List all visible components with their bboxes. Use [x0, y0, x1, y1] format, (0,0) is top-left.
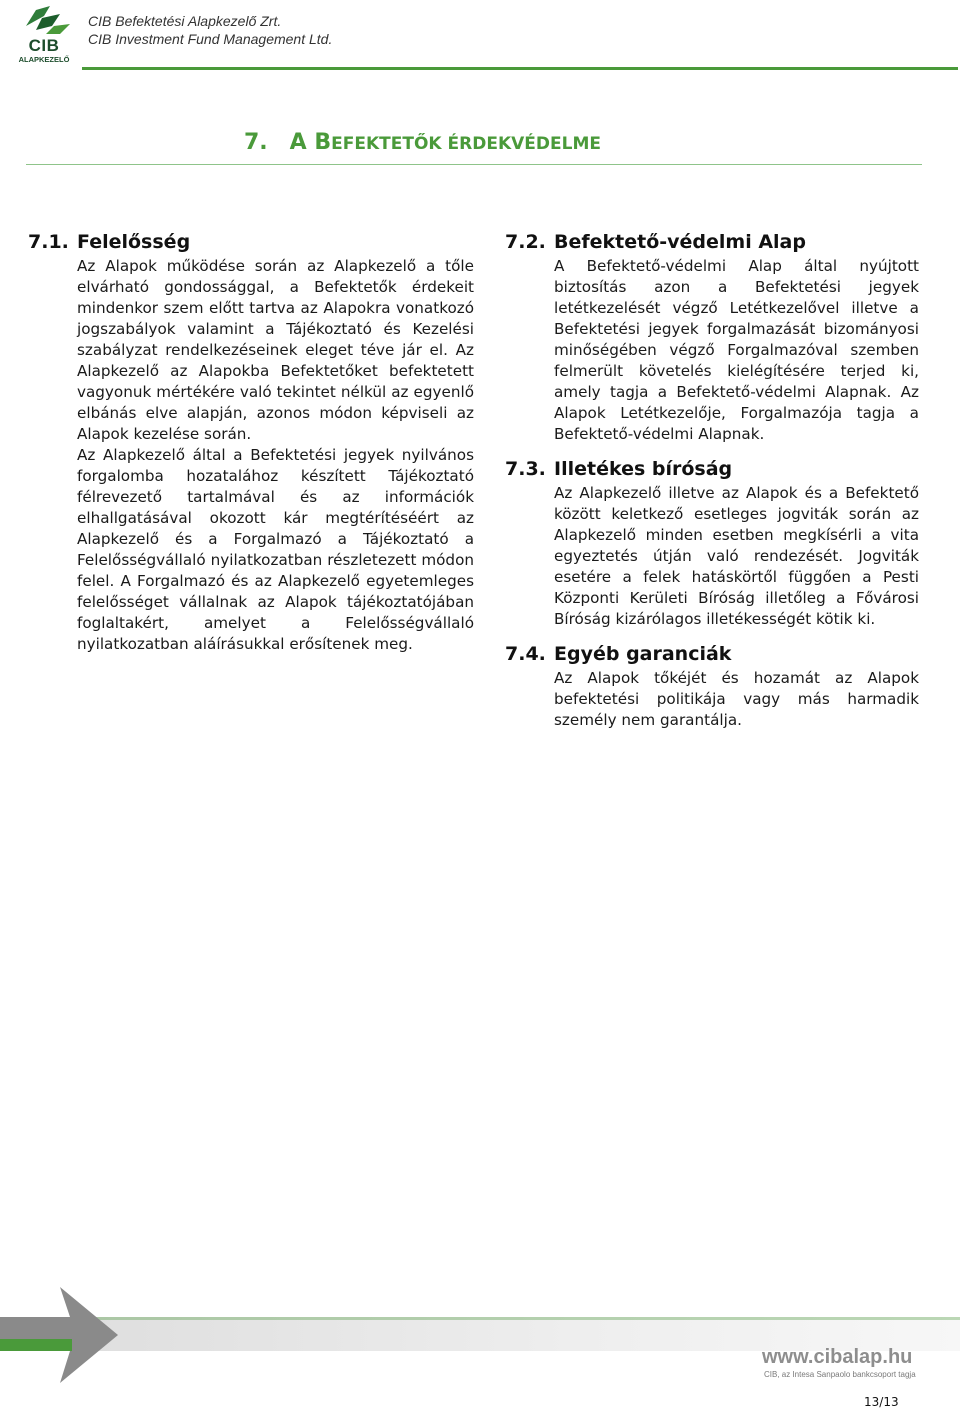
section-number: 7.4. [505, 643, 546, 665]
section-title: Felelősség [77, 231, 191, 253]
section-title: Befektető-védelmi Alap [554, 231, 806, 253]
footer-tagline: CIB, az Intesa Sanpaolo bankcsoport tagja [764, 1370, 916, 1379]
left-column [28, 228, 474, 655]
section-heading-7-3 [505, 455, 919, 483]
right-column [505, 228, 919, 731]
paragraph: A Befektető-védelmi Alap által nyújtott biztosítás azon a Befektetési jegyek letétkezelését végző Letétkezelővel illetve a Befektetési jegyek forgalmazását bizományosi minőségében végző Forgalmazóval szemben felmerült követelés kielégítésére terjed ki, amely tagja a Befektető-védelmi Alapnak. Az Alapok Letétkezelője, Forgalmazója tagja a Befektető-védelmi Alapnak. [554, 257, 919, 443]
company-name-hu: CIB Befektetési Alapkezelő Zrt. [88, 13, 282, 29]
section-number: 7.2. [505, 231, 546, 253]
section-number: 7.3. [505, 458, 546, 480]
chapter-number: 7. [244, 130, 268, 155]
footer-arrow-band-icon [0, 1287, 960, 1397]
section-heading-7-2 [505, 228, 919, 256]
footer-website: www.cibalap.hu [762, 1346, 913, 1368]
section-number: 7.1. [28, 231, 69, 253]
chapter-title-part: A [289, 130, 315, 155]
section-spacer [505, 445, 919, 455]
header-divider [82, 67, 958, 70]
section-heading-7-4 [505, 640, 919, 668]
paragraph: Az Alapkezelő illetve az Alapok és a Befektető között keletkező esetleges jogviták során az Alapkezelő minden esetben megkísérli a vita egyeztetés útján való rendezését. Jogviták esetére a felek hatáskörtől függően a Pesti Központi Kerületi Bíróság illetőleg a Fővárosi Bíróság kizárólagos illetékességét kötik ki. [554, 484, 919, 628]
chapter-title-part: B [314, 130, 332, 155]
page-number: 13/13 [864, 1395, 899, 1409]
chapter-title [244, 130, 601, 155]
logo-wordmark: CIB [28, 36, 60, 55]
section-title: Illetékes bíróság [554, 458, 733, 480]
chapter-divider [26, 164, 922, 165]
page-header [0, 0, 960, 72]
chapter-title-part: ÉRDEKVÉDELME [447, 134, 601, 154]
section-title: Egyéb garanciák [554, 643, 732, 665]
section-spacer [505, 630, 919, 640]
logo-subtitle: ALAPKEZELŐ [18, 55, 70, 64]
paragraph: Az Alapkezelő által a Befektetési jegyek nyilvános forgalomba hozatalához készített Tájékoztató félrevezető tartalmával és az információk elhallgatásával okozott kár megtérítéséért az Alapkezelő és a Forgalmazó a Tájékoztató a Felelősségvállaló nyilatkozatban részletezett módon felel. A Forgalmazó és az Alapkezelő egyetemleges felelősséget vállalnak az Alapok tájékoztatójában foglaltakért, amelyet a Felelősségvállaló nyilatkozatban aláírásukkal erősítenek meg. [77, 446, 474, 653]
section-heading-7-1 [28, 228, 474, 256]
paragraph: Az Alapok működése során az Alapkezelő a tőle elvárható gondossággal, a Befektetők érdekeit mindenkor szem előtt tartva az Alapokra vonatkozó jogszabályok valamint a Tájékoztató és Kezelési szabályzat rendelkezéseinek eleget téve jár el. Az Alapkezelő az Alapokba Befektetőket befektetett vagyonuk mértékére való tekintet nélkül az egyenlő elbánás elve alapján, azonos módon képviseli az Alapok kezelése során. [77, 257, 474, 443]
company-name-en: CIB Investment Fund Management Ltd. [88, 31, 333, 47]
chapter-title-part: EFEKTETŐK [331, 134, 448, 154]
company-name [88, 12, 332, 48]
paragraph: Az Alapok tőkéjét és hozamát az Alapok befektetési politikája vagy más harmadik személy nem garantálja. [554, 669, 919, 729]
